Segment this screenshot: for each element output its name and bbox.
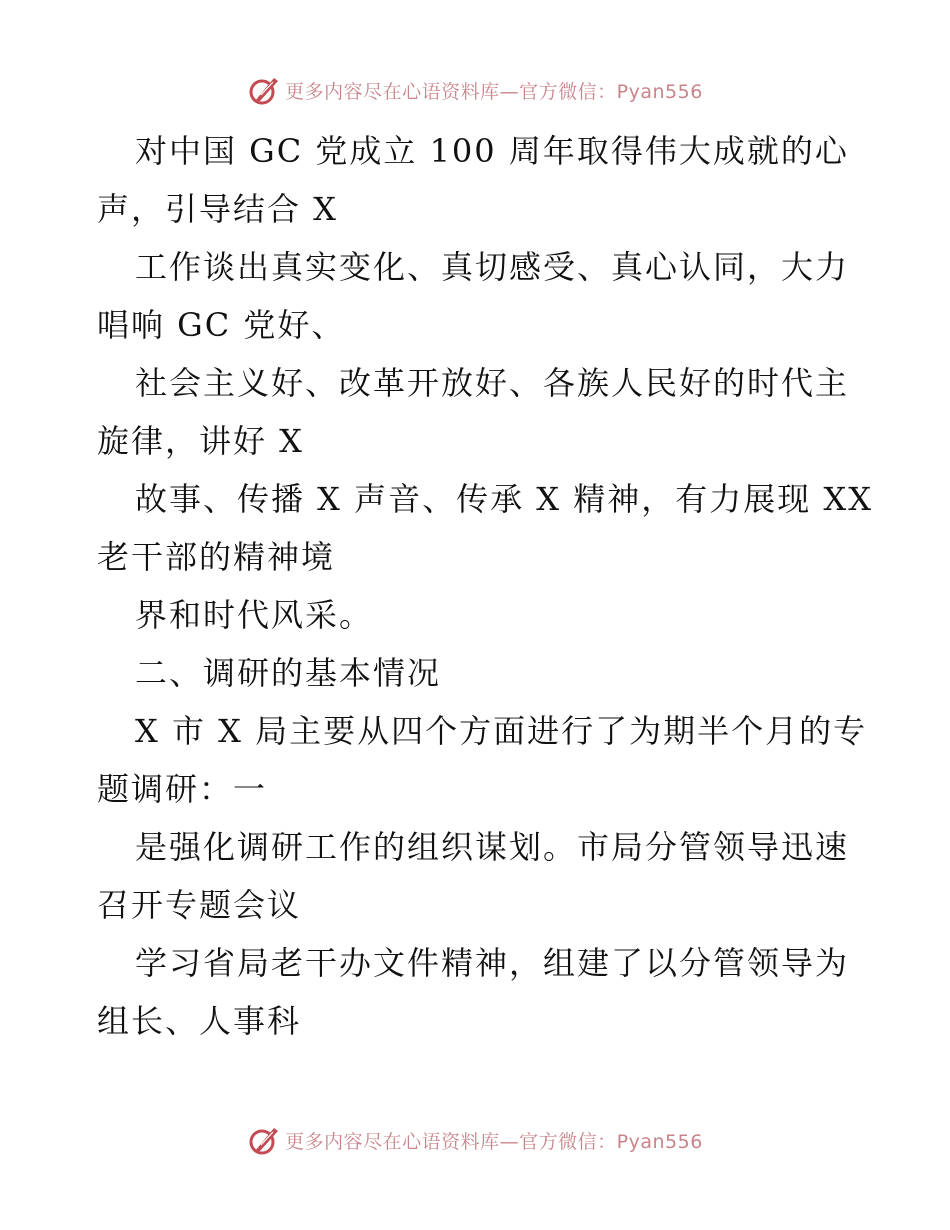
text-line: 故事、传播 X 声音、传承 X 精神，有力展现 XX xyxy=(135,480,873,518)
header-banner-text: 更多内容尽在心语资料库—官方微信：Pyan556 xyxy=(285,80,703,103)
text-line: 召开专题会议 xyxy=(97,886,302,924)
feather-pen-circle-icon xyxy=(247,1123,281,1157)
text-line: 工作谈出真实变化、真切感受、真心认同，大力 xyxy=(135,248,850,286)
text-line: 学习省局老干办文件精神，组建了以分管领导为 xyxy=(135,944,850,982)
text-line: 界和时代风采。 xyxy=(135,596,374,634)
text-line: 声，引导结合 X xyxy=(97,190,338,228)
feather-pen-circle-icon xyxy=(247,73,281,107)
footer-banner xyxy=(0,1120,950,1160)
text-line: X 市 X 局主要从四个方面进行了为期半个月的专 xyxy=(135,712,868,750)
header-banner xyxy=(0,70,950,110)
text-line: 是强化调研工作的组织谋划。市局分管领导迅速 xyxy=(135,828,850,866)
text-line: 旋律，讲好 X xyxy=(97,422,304,460)
text-line: 题调研：一 xyxy=(97,770,268,808)
text-line: 老干部的精神境 xyxy=(97,538,336,576)
text-line: 社会主义好、改革开放好、各族人民好的时代主 xyxy=(135,364,850,402)
text-line: 组长、人事科 xyxy=(97,1002,302,1040)
document-body xyxy=(97,122,873,1050)
footer-banner-text: 更多内容尽在心语资料库—官方微信：Pyan556 xyxy=(285,1130,703,1153)
text-line: 唱响 GC 党好、 xyxy=(97,306,346,344)
section-heading: 二、调研的基本情况 xyxy=(135,654,442,692)
text-line: 对中国 GC 党成立 100 周年取得伟大成就的心 xyxy=(135,132,849,170)
